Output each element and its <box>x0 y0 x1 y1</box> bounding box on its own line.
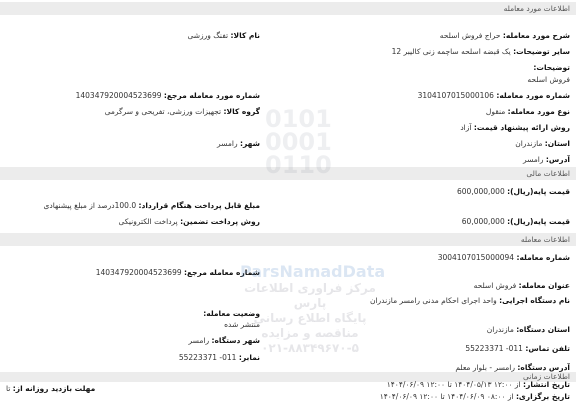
address-label: آدرس: <box>545 155 570 164</box>
province-label: استان: <box>544 139 570 148</box>
executive-org-value: واحد اجرای احکام مدنی رامسر مازندران <box>369 296 497 305</box>
trade-title-value: فروش اسلحه <box>473 281 517 290</box>
executive-org-row <box>6 295 570 307</box>
trade-ref-row <box>6 267 570 279</box>
price-method-label: روش ارائه پیشنهاد قیمت: <box>473 123 570 132</box>
trade-number-value: 3004107015000094 <box>437 253 515 262</box>
deal-ref-number-label: شماره مورد معامله مرجع: <box>163 91 260 100</box>
other-details-label: سایر توضیحات: <box>513 47 570 56</box>
publish-date-value: از ۱۲:۰۰ ۱۴۰۴/۰۵/۱۳ تا ۱۲:۰۰ ۱۴۰۴/۰۶/۰۹ <box>386 380 521 389</box>
deal-details-row <box>6 46 570 58</box>
trade-title-row <box>6 280 570 292</box>
org-province-label: استان دستگاه: <box>516 325 570 334</box>
section-header-trade: اطلاعات معامله <box>0 233 576 246</box>
trade-number-row <box>6 252 570 264</box>
org-city-value: رامسر <box>188 336 210 345</box>
trade-ref-value: 140347920004523699 <box>95 268 182 277</box>
address-value: رامسر <box>522 155 544 164</box>
contract-payment-row <box>6 200 570 212</box>
address-row <box>6 154 570 166</box>
item-name-label: نام کالا: <box>230 31 260 40</box>
watermark-line1: مرکز فراوری اطلاعات پارس <box>244 281 376 310</box>
deal-number-row <box>6 90 570 102</box>
province-value: مازندران <box>515 139 543 148</box>
contract-payment-label: مبلغ قابل پرداخت هنگام قرارداد: <box>138 201 260 210</box>
org-city-label: شهر دستگاه: <box>211 336 260 345</box>
deal-title-label: شرح مورد معامله: <box>502 31 570 40</box>
contract-payment-value: 100.0درصد از مبلغ پیشنهادی <box>43 201 137 210</box>
watermark-binary-line: 0110 <box>265 151 332 179</box>
section-header-timing: اطلاعات زمانی <box>0 372 576 382</box>
phone-label: تلفن تماس: <box>525 344 570 353</box>
location-row <box>6 138 570 150</box>
trade-number-label: شماره معامله: <box>516 253 570 262</box>
price-method-value: آزاد <box>460 123 472 132</box>
base-price-row <box>6 186 570 198</box>
deal-desc-value-row <box>6 74 570 86</box>
guarantee-method-value: پرداخت الکترونیکی <box>118 217 178 226</box>
fax-value: 011- 55223371 <box>178 353 237 362</box>
visit-time-label: مهلت بازدید روزانه از: <box>12 384 96 393</box>
base-price-label: قیمت پایه(ریال): <box>507 187 570 196</box>
city-label: شهر: <box>240 139 260 148</box>
trade-title-label: عنوان معامله: <box>518 281 570 290</box>
price-method-row <box>6 122 570 134</box>
org-address-label: آدرس دستگاه: <box>517 363 570 372</box>
hold-date-row <box>6 392 570 401</box>
city-value: رامسر <box>217 139 238 148</box>
guarantee-method-label: روش پرداخت تضمین: <box>180 217 260 226</box>
deal-type-value: منقول <box>485 107 506 116</box>
org-province-value: مازندران <box>486 325 514 334</box>
guarantee-row <box>6 216 570 228</box>
deal-type-row <box>6 106 570 118</box>
org-address-value: رامسر - بلوار معلم <box>455 363 516 372</box>
hold-date-label: تاریخ برگزاری: <box>515 392 570 401</box>
watermark-binary-line: 0101 <box>265 105 332 133</box>
deal-type-label: نوع مورد معامله: <box>507 107 570 116</box>
deal-title-value: حراج فروش اسلحه <box>439 31 501 40</box>
base-price-value: 600,000,000 <box>457 187 505 196</box>
publish-date-label: تاریخ انتشار: <box>523 380 570 389</box>
other-details-value: یک قبضه اسلحه ساچمه زنی کالیبر 12 <box>391 47 511 56</box>
phone-value: 011- 55223371 <box>465 344 523 353</box>
guarantee-price-label: قیمت پایه(ریال): <box>507 217 570 226</box>
watermark-brand: ParsNamadData <box>240 262 386 281</box>
deal-ref-number-value: 140347920004523699 <box>75 91 162 100</box>
description-value: فروش اسلحه <box>527 75 570 84</box>
deal-title-row <box>6 30 570 42</box>
fax-label: نمابر: <box>238 353 260 362</box>
section-header-deal-info: اطلاعات مورد معامله <box>0 2 576 15</box>
guarantee-price-value: 60,000,000 <box>461 217 505 226</box>
deal-number-value: 3104107015000106 <box>417 91 494 100</box>
hold-date-value: از ۰۸:۰۰ ۱۴۰۴/۰۶/۰۹ تا ۱۲:۰۰ ۱۴۰۴/۰۶/۰۹ <box>379 392 514 401</box>
watermark-phone: ۰۲۱-۸۸۳۴۹۶۷۰-۵ <box>261 341 359 355</box>
goods-group-label: گروه کالا: <box>223 107 260 116</box>
section-header-finance: اطلاعات مالی <box>0 167 576 180</box>
goods-group-value: تجهیزات ورزشی، تفریحی و سرگرمی <box>104 107 222 116</box>
item-name-value: تفنگ ورزشی <box>187 31 229 40</box>
executive-org-label: نام دستگاه اجرایی: <box>499 296 570 305</box>
description-label: توضیحات: <box>533 63 570 72</box>
watermark-line2: پایگاه اطلاع رسانی مناقصه و مزایده <box>253 311 367 340</box>
deal-desc-label-row <box>6 62 570 74</box>
trade-status-label: وضعیت معامله: <box>203 309 260 318</box>
trade-status-value: منتشر شده <box>224 320 260 329</box>
watermark-binary-line: 0001 <box>265 128 332 156</box>
visit-time-value: تا <box>6 384 11 393</box>
trade-ref-label: شماره معامله مرجع: <box>184 268 260 277</box>
deal-number-label: شماره مورد معامله: <box>496 91 570 100</box>
